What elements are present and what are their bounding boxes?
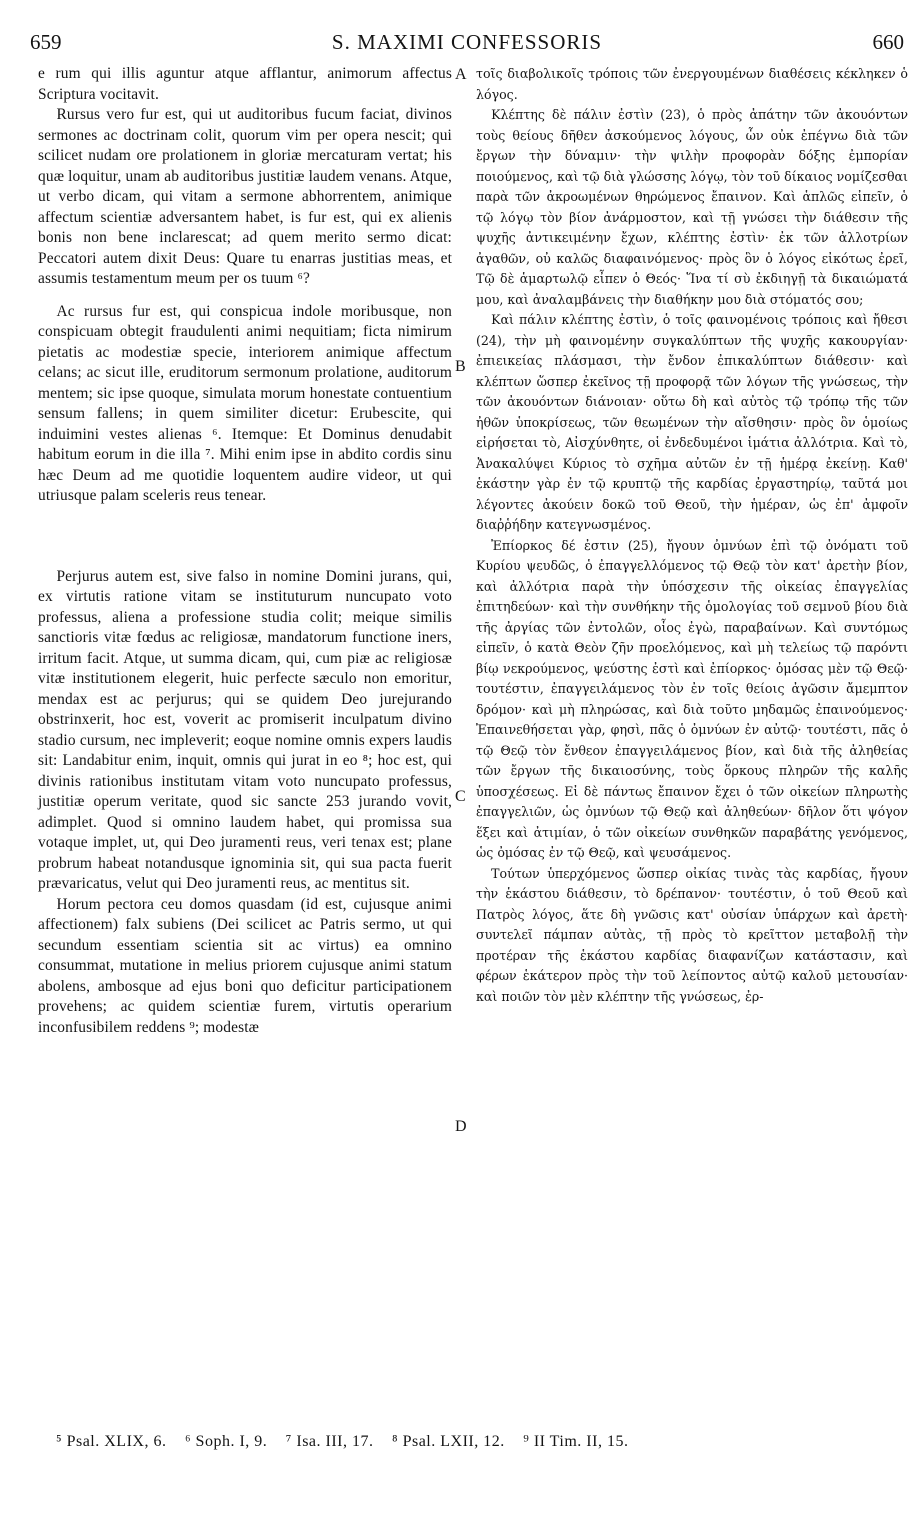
greek-paragraph: Ἐπίορκος δέ ἐστιν (25), ἤγουν ὀμνύων ἐπὶ τῷ ὀνόματι τοῦ Κυρίου ψευδῶς, ὁ ἐπαγγελλόμενος τῷ Θεῷ τὸν κατ' ἀρετὴν βίον, καὶ ἀλλότρια παρὰ τὴν ὑπόσχεσιν τῆς οἰκείας ἐπαγγελίας ἐπιτηδεύων· καὶ τὴν συνθήκην τῆς ὁμολογίας τοῦ σεμνοῦ βίου διὰ τῆς ἀργίας τῶν ἐντολῶν, οἷος ἐγὼ, παραβαίνων. Καὶ συντόμως εἰπεῖν, ὁ κατὰ Θεὸν ζῆν προελόμενος, καὶ μὴ τελείως τῷ παρόντι βίῳ νεκρούμενος, ψεύστης ἐστὶ καὶ ἐπίορκος· ὀμόσας μὲν τῷ Θεῷ· τουτέστιν, ἐπαγγειλάμενος τὸν ἐν τοῖς θείοις ἀγῶσιν ἄμεμπτον δρόμον· καὶ μὴ πληρώσας, καὶ διὰ τοῦτο μηδαμῶς ἐπαινούμενος· Ἐπαινεθήσεται γὰρ, φησὶ, πᾶς ὁ ὀμνύων ἐν αὐτῷ· τουτέστι, πᾶς ὁ τῷ Θεῷ τὸν ἔνθεον ἐπαγγειλάμενος βίον, καὶ διὰ τῆς ἀληθείας τῶν ἔργων τῆς δικαιοσύνης, τοὺς ὅρκους πληρῶν τῆς καλῆς ὑποσχέσεως. Εἰ δὲ πάντως ἔπαινον ἔχει ὁ τῶν οἰκείων πληρωτὴς ἐπαγγελιῶν, ὡς ὀμνύων τῷ Θεῷ καὶ ἀληθεύων· δῆλον ὅτι ψόγον ἕξει καὶ ἀτιμίαν, ὁ τῶν οἰκείων συνθηκῶν παραβάτης γενόμενος, ὡς ὀμόσας ἐν τῷ Θεῷ, καὶ ψευσάμενος.: [476, 537, 908, 860]
greek-paragraph: τοῖς διαβολικοῖς τρόποις τῶν ἐνεργουμένων διαθέσεις κέκληκεν ὁ λόγος.: [476, 66, 908, 102]
footnote: ⁵ Psal. XLIX, 6.: [56, 1433, 167, 1450]
greek-paragraph: Καὶ πάλιν κλέπτης ἐστὶν, ὁ τοῖς φαινομένοις τρόποις καὶ ἤθεσι (24), τὴν μὴ φαινομένην συγκαλύπτων τῆς ψυχῆς κακουργίαν· ἐπιεικείας πλάσμασι, τὴν ἔνδον ἐπικαλύπτων διάθεσιν· καὶ κλέπτων ὥσπερ ἐκεῖνος τῇ προφορᾷ τῶν λόγων τῆς γνώσεως, τὴν τῶν ἀκουόντων διάνοιαν· οὕτω δὴ καὶ αὐτὸς τῷ τρόπῳ τῆς τῶν ἠθῶν ὑποκρίσεως, τῶν θεωμένων τὴν αἴσθησιν· πρὸς ὃν ὁμοίως εἰρήσεται τὸ, Αἰσχύνθητε, οἱ ἐνδεδυμένοι ἱμάτια ἀλλότρια. Καὶ τὸ, Ἀνακαλύψει Κύριος τὸ σχῆμα αὐτῶν ἐν τῇ ἡμέρᾳ ἐκείνῃ. Καθ' ἑκάστην γὰρ ἐν τῷ κρυπτῷ τῆς καρδίας ἐργαστηρίῳ, ταῦτά μοι λέγοντες ἀκούειν δοκῶ τοῦ Θεοῦ, τὴν ἡμέραν, ὡς ἐπ' ἀμφοῖν διαῤῥήδην κατεγνωσμένος.: [476, 312, 908, 532]
footnote: ⁸ Psal. LXII, 12.: [392, 1433, 505, 1450]
latin-paragraph: Rursus vero fur est, qui ut auditoribus fucum faciat, divinos sermones ac doctrinam colit, quorum vim per opera nescit; qui scilicet nudam ore prolationem in gloriæ mercaturam vertat; his quæ loquitur, unam ab auditoribus justitiæ laudem venans. Atque, ut verbo dicam, qui vitam a sermone abhorrentem, animique affectum scientiæ adversantem habet, is fur est, qui ex alienis bonis non bene inclarescat; ad quem merito sermo dicat: Peccatori autem dixit Deus: Quare tu enarras justitias meas, et assumis testamentum meum per os tuum ⁶?: [38, 106, 452, 287]
margin-mark-d: D: [455, 1118, 467, 1135]
footnotes: [56, 1433, 906, 1451]
latin-paragraph: Horum pectora ceu domos quasdam (id est, cujusque animi affectionem) falx subiens (Dei scilicet ac Patris sermo, ut qui secundum essentiam scientia sit ac virtus) ea omnino consummat, mutatione in melius priorem cujusque animi statum abolens, ambosque ad ejus boni quo deficitur participationem provehens; ac quidem scientiæ furem, virtutis operarium inconfusibilem reddens ⁹; modestæ: [38, 895, 452, 1036]
latin-paragraph: e rum qui illis aguntur atque afflantur, animorum affectus Scriptura vocitavit.: [38, 65, 452, 103]
greek-paragraph: Τούτων ὑπερχόμενος ὥσπερ οἰκίας τινὰς τὰς καρδίας, ἤγουν τὴν ἑκάστου διάθεσιν, τὸ δρέπανον· τουτέστιν, ὁ τοῦ Θεοῦ καὶ Πατρὸς λόγος, ἅτε δὴ γνῶσις κατ' οὐσίαν ὑπάρχων καὶ ἀρετὴ· συντελεῖ πάμπαν αὐτὰς, τῇ πρὸς τὸ κρεῖττον μεταβολῇ τὴν προτέραν τῆς ἑκάστου καρδίας διαφανίζων κατάστασιν, καὶ φέρων ἑκάτερον πρὸς τὴν τοῦ λείποντος αὐτῷ καλοῦ μετουσίαν· καὶ ποιῶν τὸν μὲν κλέπτην τῆς γνώσεως, ἐρ-: [476, 865, 908, 1004]
footnote: ⁶ Soph. I, 9.: [184, 1433, 268, 1450]
margin-mark-b: B: [455, 358, 466, 375]
footnote: ⁷ Isa. III, 17.: [285, 1433, 374, 1450]
section-margin-marks: [455, 0, 473, 1540]
page-number-left: 659: [30, 30, 62, 54]
latin-paragraph: Perjurus autem est, sive falso in nomine Domini jurans, qui, ex virtutis ratione vitam se instituturum nuncupato voto professus, aliena a professione studia colit; meique similis sanctioris vitæ fœdus ac religiosæ, mandatorum functione iners, irritum facit. Atque, ut summa dicam, qui, cum piæ ac religiosæ vitæ institutionem elegerit, huic perfecte sæculo non emoritur, mendax est ac perjurus; qui se quidem Deo jurejurando obstrinxerit, hoc est, voverit ac promiserit inculpatum divino stadio cursum, nec impleverit; eoque nomine omnis expers laudis sit: Landabitur enim, inquit, omnis qui jurat in eo ⁸; hoc est, qui divinis rationibus institutam vitam voto nuncupato professus, justitiæ operum veritate, quod sic sancte 253 jurando vovit, adimplet. Quod si omnino laudem habet, qui promissa sua votaque implet, ut, qui Deo juramenti reus, veri tenax est; plane probrum habeat notandusque ignominia sit, qui sua pacta fuerit prævaricatus, velut qui Deo juramenti reus, ac mentitus sit.: [38, 567, 452, 892]
margin-mark-c: C: [455, 788, 466, 805]
footnote: ⁹ II Tim. II, 15.: [523, 1433, 629, 1450]
margin-mark-a: A: [455, 66, 467, 83]
running-title: S. MAXIMI CONFESSORIS: [331, 30, 603, 54]
greek-paragraph: Κλέπτης δὲ πάλιν ἐστὶν (23), ὁ πρὸς ἀπάτην τῶν ἀκουόντων τοὺς θείους δῆθεν ἀσκούμενος λόγους, ὧν οὐκ ἐπέγνω διὰ τῶν ἔργων τὴν δύναμιν· τὴν ψιλὴν προφορὰν δόξης ἐμπορίαν ποιούμενος, καὶ τῷ διὰ γλώσσης λόγῳ, τὸν τοῦ δίκαιος νομίζεσθαι παρὰ τῶν ἀκροωμένων θηρώμενος ἔπαινον. Καὶ ἁπλῶς εἰπεῖν, ὁ τῷ λόγῳ τὸν βίον ἀνάρμοστον, καὶ τῇ γνώσει τὴν διάθεσιν τῆς ψυχῆς ἀντικειμένην ἔχων, κλέπτης ἐστὶν· ἐκ τῶν ἀλλοτρίων ἀγαθῶν, οὐ καλῶς διαφαινόμενος· πρὸς ὃν ὁ λόγος εἰκότως ἐρεῖ, Τῷ δὲ ἁμαρτωλῷ εἶπεν ὁ Θεός· Ἵνα τί σὺ ἐκδιηγῇ τὰ δικαιώματά μου, καὶ ἀναλαμβάνεις τὴν διαθήκην μου διὰ στόματός σου;: [476, 107, 908, 307]
latin-column: [38, 64, 452, 1038]
latin-paragraph: Ac rursus fur est, qui conspicua indole moribusque, non conspicuam obtegit fraudulenti animi nequitiam; ficta nimirum pietatis ac modestiæ specie, interiorem animique affectum celans; ac sicut ille, eruditorum sermonum prolatione, auditorum mentem; sic ipse quoque, simulata morum honestate contuentium sensum fallens; in quem similiter dicetur: Erubescite, qui induimini vestes alienas ⁶. Itemque: Et Dominus denudabit habitum eorum in die illa ⁷. Mihi enim ipse in abdito cordis sinu hæc Deum ad me quotidie loquentem audire videor, ut qui utriusque palam sceleris reus tenear.: [38, 302, 452, 504]
greek-column: [476, 64, 908, 1007]
page-number-right: 660: [872, 30, 904, 54]
